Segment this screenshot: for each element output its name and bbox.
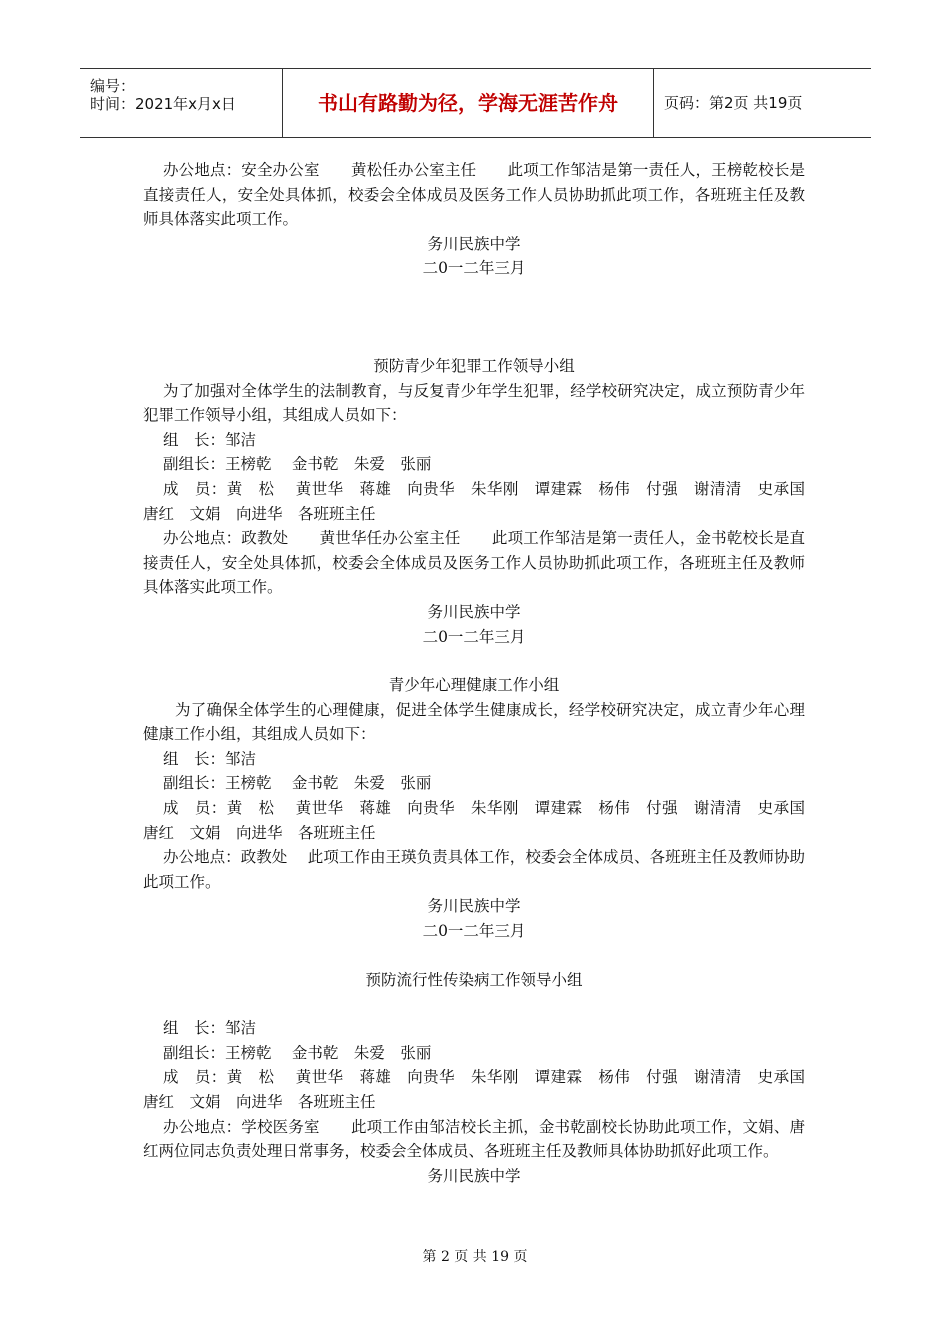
section3-deputy: 副组长：王榜乾 金书乾 朱爱 张丽 xyxy=(163,1043,432,1062)
section1-title: 预防青少年犯罪工作领导小组 xyxy=(373,356,575,375)
section1-deputy: 副组长：王榜乾 金书乾 朱爱 张丽 xyxy=(163,455,432,474)
section1-school: 务川民族中学 xyxy=(427,602,521,621)
section2-members: 成 员：黄 松 黄世华 蒋雄 向贵华 朱华刚 谭建霖 杨伟 付强 谢清清 史承国 唐红 文娟 向进华 各班班主任 xyxy=(143,799,821,842)
section2-leader: 组 长：邹洁 xyxy=(163,749,257,768)
document-body xyxy=(143,158,821,1188)
section2-intro: 为了确保全体学生的心理健康，促进全体学生健康成长，经学校研究决定，成立青少年心理健康工作小组，其组成人员如下： xyxy=(143,700,805,744)
section1-leader: 组 长：邹洁 xyxy=(163,430,257,449)
section1-date: 二0一二年三月 xyxy=(422,627,526,646)
document-time-label: 时间：2021年x月x日 xyxy=(90,95,236,113)
page-header xyxy=(80,68,871,138)
section2-office: 办公地点：政教处 此项工作由王瑛负责具体工作，校委会全体成员、各班班主任及教师协助此项工作。 xyxy=(143,848,805,891)
header-page-info: 页码：第2页 共19页 xyxy=(664,94,803,112)
document-number-label: 编号： xyxy=(90,77,136,95)
section3-members: 成 员：黄 松 黄世华 蒋雄 向贵华 朱华刚 谭建霖 杨伟 付强 谢清清 史承国 唐红 文娟 向进华 各班班主任 xyxy=(143,1068,821,1111)
section1-office: 办公地点：政教处 黄世华任办公室主任 此项工作邹洁是第一责任人，金书乾校长是直接责任人，安全处具体抓，校委会全体成员及医务工作人员协助抓此项工作，各班班主任及教师具体落实此项工作。 xyxy=(143,529,805,597)
spacer xyxy=(143,944,805,968)
section3-leader: 组 长：邹洁 xyxy=(163,1019,257,1038)
spacer xyxy=(143,992,805,1016)
header-meta xyxy=(80,69,282,137)
spacer xyxy=(143,281,805,354)
section0-school: 务川民族中学 xyxy=(427,234,521,253)
section2-deputy: 副组长：王榜乾 金书乾 朱爱 张丽 xyxy=(163,774,432,793)
section3-office: 办公地点：学校医务室 此项工作由邹洁校长主抓，金书乾副校长协助此项工作，文娟、唐红两位同志负责处理日常事务，校委会全体成员、各班班主任及教师具体协助抓好此项工作。 xyxy=(143,1117,805,1161)
section1-members: 成 员：黄 松 黄世华 蒋雄 向贵华 朱华刚 谭建霖 杨伟 付强 谢清清 史承国 唐红 文娟 向进华 各班班主任 xyxy=(143,479,821,523)
section1-intro: 为了加强对全体学生的法制教育，与反复青少年学生犯罪，经学校研究决定，成立预防青少年犯罪工作领导小组，其组成人员如下： xyxy=(143,381,805,425)
spacer xyxy=(143,649,805,673)
section0-office: 办公地点：安全办公室 黄松任办公室主任 此项工作邹洁是第一责任人，王榜乾校长是直接责任人，安全处具体抓，校委会全体成员及医务工作人员协助抓此项工作，各班班主任及教师具体落实此项工作。 xyxy=(143,161,805,229)
section3-title: 预防流行性传染病工作领导小组 xyxy=(365,970,583,989)
page-footer: 第 2 页 共 19 页 xyxy=(422,1249,528,1265)
header-motto: 书山有路勤为径，学海无涯苦作舟 xyxy=(282,69,654,137)
section2-title: 青少年心理健康工作小组 xyxy=(388,676,560,695)
section3-school: 务川民族中学 xyxy=(427,1166,521,1185)
section0-date: 二0一二年三月 xyxy=(422,259,526,278)
section2-date: 二0一二年三月 xyxy=(422,922,526,941)
section2-school: 务川民族中学 xyxy=(427,897,521,916)
